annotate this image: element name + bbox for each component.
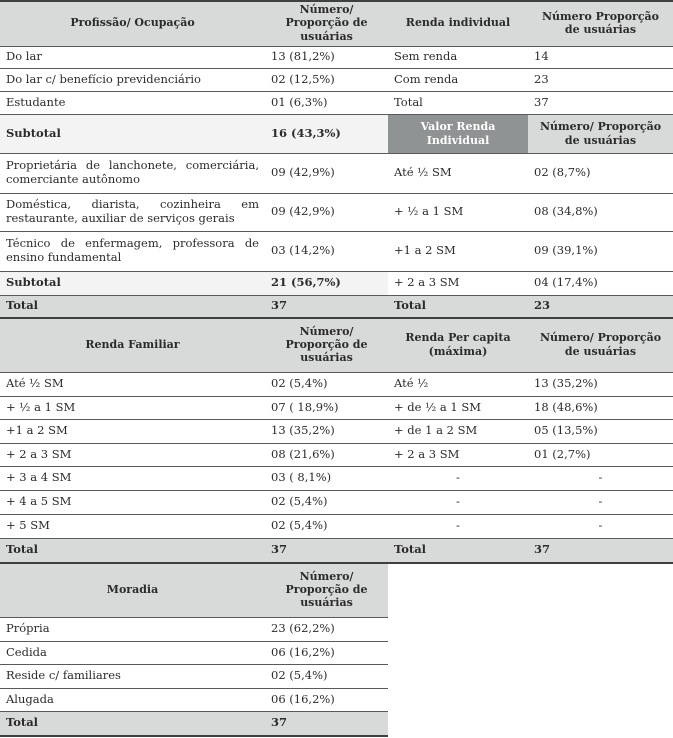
- moradia-total-value: 37: [265, 711, 388, 735]
- renda-pc-row-value: 05 (13,5%): [528, 419, 673, 443]
- renda-fam-row-label: + 2 a 3 SM: [0, 443, 265, 466]
- rule: [0, 538, 673, 539]
- renda-fam-row-value: 02 (5,4%): [265, 514, 388, 538]
- rule: [0, 490, 673, 491]
- prof-row-value: 01 (6,3%): [265, 91, 388, 114]
- rule: [0, 46, 673, 47]
- renda-pc-row-value: -: [528, 466, 673, 490]
- renda-fam-row-value: 07 ( 18,9%): [265, 396, 388, 419]
- moradia-row-label: Cedida: [0, 641, 265, 664]
- moradia-header-value: Número/ Proporção de usuárias: [265, 562, 388, 617]
- renda-pc-row-label: -: [388, 514, 528, 538]
- moradia-row-label: Própria: [0, 617, 265, 641]
- renda-pc-row-label: + de 1 a 2 SM: [388, 419, 528, 443]
- moradia-row-label: Reside c/ familiares: [0, 664, 265, 688]
- rule: [0, 562, 673, 564]
- prof-row-label: Técnico de enfermagem, professora de ensino fundamental: [0, 231, 265, 271]
- renda-pc-row-label: Até ½: [388, 372, 528, 396]
- renda-ind-row-value: 23: [528, 68, 673, 91]
- prof-row-label: Do lar: [0, 46, 265, 68]
- moradia-row-value: 23 (62,2%): [265, 617, 388, 641]
- rule: [0, 664, 388, 665]
- renda-fam-row-label: + 4 a 5 SM: [0, 490, 265, 514]
- rule: [0, 231, 673, 232]
- valor-renda-total-label: Total: [388, 295, 528, 317]
- prof-subtotal-label: Subtotal: [0, 271, 265, 295]
- renda-pc-row-value: 18 (48,6%): [528, 396, 673, 419]
- renda-fam-total-value: 37: [265, 538, 388, 562]
- renda-ind-row-label: Com renda: [388, 68, 528, 91]
- rule: [0, 466, 673, 467]
- renda-fam-row-label: + 5 SM: [0, 514, 265, 538]
- rule: [0, 295, 673, 296]
- prof-row-label: Do lar c/ benefício previdenciário: [0, 68, 265, 91]
- renda-fam-row-value: 02 (5,4%): [265, 372, 388, 396]
- moradia-row-value: 06 (16,2%): [265, 688, 388, 711]
- prof-row-label: Proprietária de lanchonete, comerciária, comerciante autônomo: [0, 153, 265, 193]
- valor-renda-header-label: Valor Renda Individual: [388, 114, 528, 153]
- rule: [0, 641, 388, 642]
- valor-renda-total-value: 23: [528, 295, 673, 317]
- renda-pc-row-value: 01 (2,7%): [528, 443, 673, 466]
- renda-pc-row-label: + de ½ a 1 SM: [388, 396, 528, 419]
- renda-fam-header-value: Número/ Proporção de usuárias: [265, 317, 388, 372]
- renda-pc-header-label: Renda Per capita (máxima): [388, 317, 528, 372]
- valor-renda-row-value: 04 (17,4%): [528, 271, 673, 295]
- prof-header-label: Profissão/ Ocupação: [0, 0, 265, 46]
- renda-fam-row-value: 08 (21,6%): [265, 443, 388, 466]
- prof-row-value: 09 (42,9%): [265, 153, 388, 193]
- renda-fam-row-value: 13 (35,2%): [265, 419, 388, 443]
- renda-pc-row-label: -: [388, 466, 528, 490]
- valor-renda-row-label: Até ½ SM: [388, 153, 528, 193]
- moradia-total-label: Total: [0, 711, 265, 735]
- rule: [0, 68, 673, 69]
- renda-ind-row-value: 37: [528, 91, 673, 114]
- valor-renda-header-value: Número/ Proporção de usuárias: [528, 114, 673, 153]
- rule: [0, 193, 673, 194]
- rule-bottom: [0, 735, 388, 737]
- renda-pc-row-value: 13 (35,2%): [528, 372, 673, 396]
- rule: [0, 617, 388, 618]
- prof-total-value: 37: [265, 295, 388, 317]
- renda-pc-row-label: -: [388, 490, 528, 514]
- valor-renda-row-label: + ½ a 1 SM: [388, 193, 528, 231]
- prof-subtotal-value: 21 (56,7%): [265, 271, 388, 295]
- prof-row-label: Estudante: [0, 91, 265, 114]
- rule: [0, 514, 673, 515]
- valor-renda-row-label: + 2 a 3 SM: [388, 271, 528, 295]
- rule: [0, 91, 673, 92]
- prof-total-label: Total: [0, 295, 265, 317]
- renda-pc-row-value: -: [528, 490, 673, 514]
- prof-row-value: 09 (42,9%): [265, 193, 388, 231]
- prof-row-value: 02 (12,5%): [265, 68, 388, 91]
- valor-renda-row-value: 09 (39,1%): [528, 231, 673, 271]
- prof-subtotal-label: Subtotal: [0, 114, 265, 153]
- prof-row-label: Doméstica, diarista, cozinheira em restaurante, auxiliar de serviços gerais: [0, 193, 265, 231]
- renda-fam-row-value: 03 ( 8,1%): [265, 466, 388, 490]
- renda-ind-header-label: Renda individual: [388, 0, 528, 46]
- rule: [0, 271, 673, 272]
- moradia-row-value: 06 (16,2%): [265, 641, 388, 664]
- rule: [0, 688, 388, 689]
- rule: [0, 317, 673, 319]
- renda-fam-header-label: Renda Familiar: [0, 317, 265, 372]
- renda-pc-total-value: 37: [528, 538, 673, 562]
- renda-fam-row-label: + ½ a 1 SM: [0, 396, 265, 419]
- renda-pc-row-label: + 2 a 3 SM: [388, 443, 528, 466]
- renda-fam-row-value: 02 (5,4%): [265, 490, 388, 514]
- prof-subtotal-value: 16 (43,3%): [265, 114, 388, 153]
- renda-fam-row-label: +1 a 2 SM: [0, 419, 265, 443]
- renda-pc-total-label: Total: [388, 538, 528, 562]
- moradia-row-label: Alugada: [0, 688, 265, 711]
- valor-renda-row-label: +1 a 2 SM: [388, 231, 528, 271]
- renda-fam-row-label: + 3 a 4 SM: [0, 466, 265, 490]
- renda-fam-row-label: Até ½ SM: [0, 372, 265, 396]
- rule: [0, 711, 388, 712]
- rule: [0, 443, 673, 444]
- prof-row-value: 03 (14,2%): [265, 231, 388, 271]
- rule: [0, 153, 673, 154]
- renda-pc-header-value: Número/ Proporção de usuárias: [528, 317, 673, 372]
- valor-renda-row-value: 08 (34,8%): [528, 193, 673, 231]
- renda-ind-row-label: Sem renda: [388, 46, 528, 68]
- rule: [0, 396, 673, 397]
- renda-ind-row-value: 14: [528, 46, 673, 68]
- rule: [0, 114, 673, 115]
- moradia-header-label: Moradia: [0, 562, 265, 617]
- rule: [0, 419, 673, 420]
- valor-renda-row-value: 02 (8,7%): [528, 153, 673, 193]
- renda-ind-header-value: Número Proporção de usuárias: [528, 0, 673, 46]
- renda-fam-total-label: Total: [0, 538, 265, 562]
- moradia-row-value: 02 (5,4%): [265, 664, 388, 688]
- prof-header-value: Número/ Proporção de usuárias: [265, 0, 388, 46]
- rule: [0, 372, 673, 373]
- renda-pc-row-value: -: [528, 514, 673, 538]
- rule-top: [0, 0, 673, 2]
- prof-row-value: 13 (81,2%): [265, 46, 388, 68]
- renda-ind-row-label: Total: [388, 91, 528, 114]
